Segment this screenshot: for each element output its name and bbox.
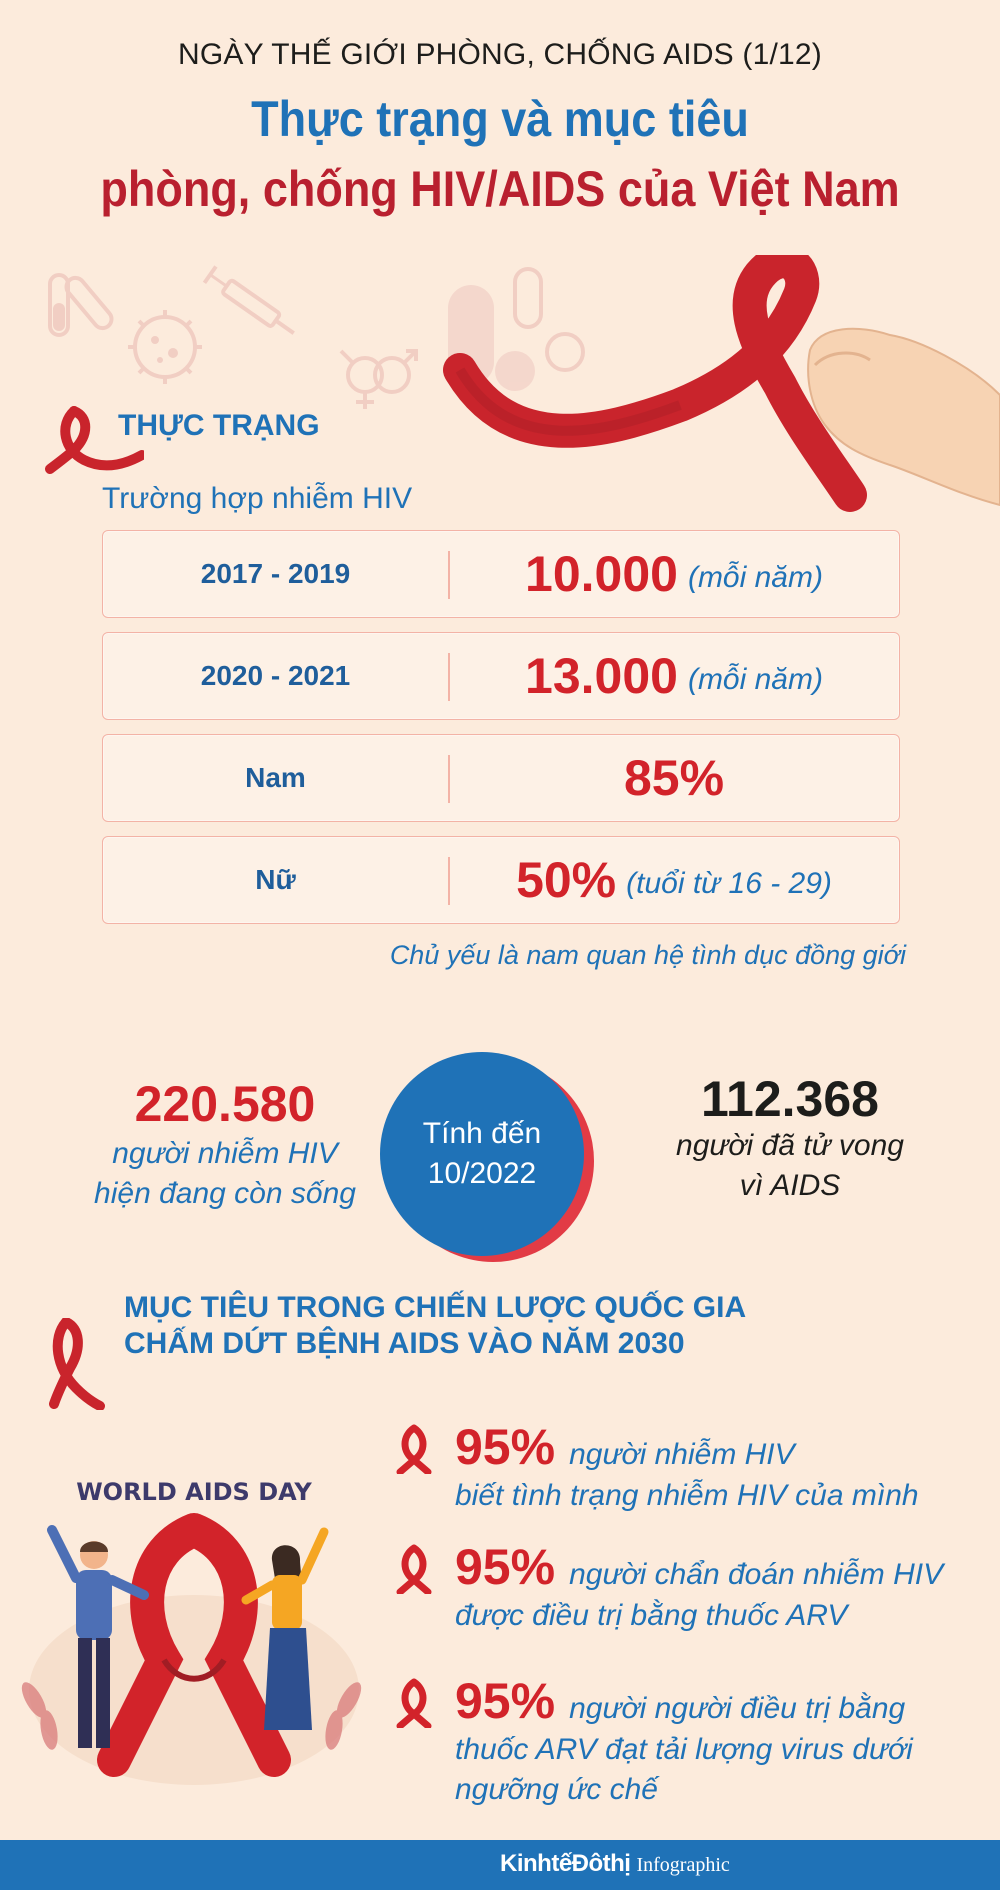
status-heading: THỰC TRẠNG <box>118 409 320 442</box>
goal-percent: 95% <box>455 1539 556 1595</box>
goal-item <box>400 1672 980 1810</box>
row-value: 10.000 <box>525 546 678 602</box>
circle-line-2: 10/2022 <box>427 1157 537 1190</box>
goal-text-line-1: người người điều trị bằng <box>569 1692 906 1725</box>
ribbon-icon <box>46 1318 106 1410</box>
living-count: 220.580 <box>134 1076 316 1132</box>
goal-text-line-2: thuốc ARV đạt tải lượng virus dưới <box>455 1733 913 1766</box>
goal-text-line-3: ngưỡng ức chế <box>455 1773 658 1806</box>
row-label: 2020 - 2021 <box>200 660 351 691</box>
small-ribbon-icon <box>392 1544 436 1594</box>
row-value: 13.000 <box>525 648 678 704</box>
goals-heading-line-2: CHẤM DỨT BỆNH AIDS VÀO NĂM 2030 <box>124 1327 685 1360</box>
row-note: (tuổi từ 16 - 29) <box>626 867 832 900</box>
row-label: Nam <box>245 762 306 793</box>
virus-icon <box>128 310 202 384</box>
row-label: 2017 - 2019 <box>200 558 351 589</box>
date-circle <box>380 1052 584 1256</box>
goal-text-line-1: người chẩn đoán nhiễm HIV <box>569 1558 944 1591</box>
row-note: (mỗi năm) <box>687 663 823 696</box>
gender-icon <box>341 351 416 409</box>
world-aids-day-badge: WORLD AIDS DAY <box>76 1478 312 1506</box>
goals-heading-line-1: MỤC TIÊU TRONG CHIẾN LƯỢC QUỐC GIA <box>124 1291 747 1324</box>
kicker-text: NGÀY THẾ GIỚI PHÒNG, CHỐNG AIDS (1/12) <box>177 38 823 71</box>
world-aids-day-illustration <box>14 1460 374 1800</box>
footer-bar <box>0 1840 1000 1890</box>
status-sub-label: Trường hợp nhiễm HIV <box>102 482 413 515</box>
row-value: 50% <box>516 852 617 908</box>
row-note: (mỗi năm) <box>687 561 823 594</box>
goal-item <box>400 1418 980 1516</box>
syringe-icon <box>204 266 299 341</box>
goal-item <box>400 1538 980 1636</box>
title-line-2: phòng, chống HIV/AIDS của Việt Nam <box>100 161 900 217</box>
table-row <box>102 734 900 822</box>
living-caption <box>50 1134 400 1214</box>
row-label: Nữ <box>255 864 296 895</box>
goal-text-line-2: biết tình trạng nhiễm HIV của mình <box>455 1479 919 1512</box>
goal-percent: 95% <box>455 1673 556 1729</box>
deaths-caption-line-1: người đã tử vong <box>676 1129 904 1162</box>
table-row <box>102 836 900 924</box>
deaths-caption <box>610 1126 970 1206</box>
goals-heading <box>124 1290 746 1362</box>
brand-logo <box>500 1850 730 1878</box>
deaths-count: 112.368 <box>701 1071 879 1127</box>
living-caption-line-2: hiện đang còn sống <box>94 1177 356 1210</box>
goal-text-line-1: người nhiễm HIV <box>569 1438 795 1471</box>
brand-name: KinhtếĐôthị <box>500 1850 631 1877</box>
goal-text-line-2: được điều trị bằng thuốc ARV <box>455 1599 848 1632</box>
test-tubes-icon <box>50 274 115 335</box>
row-value: 85% <box>623 750 725 806</box>
table-row <box>102 632 900 720</box>
brand-tag: Infographic <box>636 1854 730 1876</box>
circle-line-1: Tính đến <box>422 1117 542 1150</box>
status-footnote: Chủ yếu là nam quan hệ tình dục đồng giới <box>389 940 906 970</box>
deaths-caption-line-2: vì AIDS <box>739 1169 841 1202</box>
small-ribbon-icon <box>392 1678 436 1728</box>
small-ribbon-icon <box>392 1424 436 1474</box>
table-row <box>102 530 900 618</box>
goal-percent: 95% <box>455 1419 556 1475</box>
title-line-1: Thực trạng và mục tiêu <box>251 91 749 147</box>
living-caption-line-1: người nhiễm HIV <box>112 1137 338 1170</box>
